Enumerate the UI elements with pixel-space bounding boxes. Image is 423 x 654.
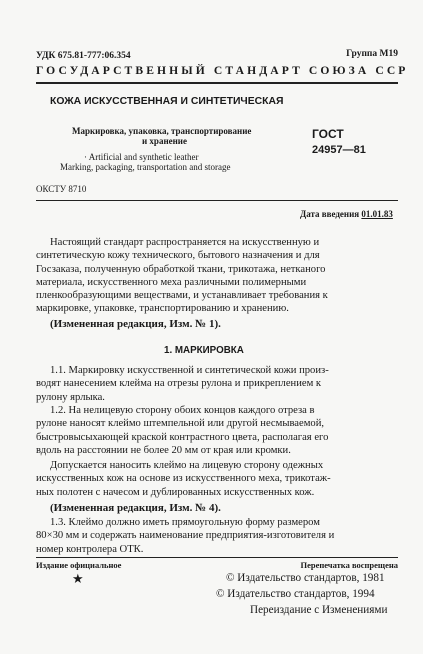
gost-label: ГОСТ [312, 127, 344, 141]
intro-line: Настоящий стандарт распространяется на искусственную и [50, 237, 320, 248]
intro-date-value: 01.01.83 [361, 209, 393, 219]
intro-date-label: Дата введения [300, 209, 360, 219]
group-code: Группа М19 [346, 49, 398, 59]
header-rule [36, 82, 398, 84]
clause-1-2-extra [36, 459, 398, 499]
intro-paragraph [36, 236, 398, 316]
official-edition: Издание официальное [36, 560, 122, 570]
okstu-code: ОКСТУ 8710 [36, 184, 87, 194]
clause-line: 80×30 мм и содержать наименование предприятия-изготовителя и [36, 530, 335, 542]
revision-note-1: (Измененная редакция, Изм. № 1). [50, 318, 221, 330]
clause-1-2 [36, 404, 398, 457]
clause-line: 1.2. На нелицевую сторону обоих концов каждого отреза в [50, 405, 315, 416]
intro-line: материала, искусственного меха различными полимерными [36, 276, 307, 288]
reprint-prohibited: Перепечатка воспрещена [300, 560, 398, 570]
udk-code: УДК 675.81-777:06.354 [36, 51, 131, 61]
reissue-note: Переиздание с Изменениями [250, 604, 388, 616]
intro-line: Госзаказа, полученную обработкой ткани, трикотажа, нетканого [36, 263, 326, 275]
clause-1-1 [36, 364, 398, 404]
intro-line: маркировке, упаковке, транспортированию и хранению. [36, 303, 289, 315]
clause-line: 1.3. Клеймо должно иметь прямоугольную форму размером [50, 517, 320, 528]
intro-line: синтетическую кожу технического, бытового назначения и для [36, 250, 320, 262]
document-title-ru: КОЖА ИСКУССТВЕННАЯ И СИНТЕТИЧЕСКАЯ [50, 96, 284, 107]
intro-line: пленкообразующими веществами, и устанавливает требования к [36, 290, 328, 302]
gost-number: 24957—81 [312, 144, 366, 156]
clause-line: 1.1. Маркировку искусственной и синтетической кожи произ- [50, 365, 329, 376]
document-title-en-line-1: · Artificial and synthetic leather [84, 152, 199, 162]
document-subtitle-line-1: Маркировка, упаковка, транспортирование [72, 126, 252, 136]
clause-line: ных полотен с начесом и дублированных искусственных кож. [36, 486, 315, 498]
clause-line: номер контролера ОТК. [36, 543, 144, 555]
clause-line: рулоне наносят клеймо штемпельной или другой несмываемой, [36, 418, 325, 430]
section-heading: 1. МАРКИРОВКА [164, 345, 244, 356]
title-rule [36, 200, 398, 201]
star-icon: ★ [72, 571, 84, 586]
clause-line: вдоль на расстоянии не более 20 мм от края или кромки. [36, 444, 291, 456]
revision-note-4: (Измененная редакция, Изм. № 4). [50, 502, 221, 514]
intro-date [300, 209, 393, 219]
clause-line: быстровысыхающей краской контрастного цвета, располагая его [36, 431, 329, 443]
clause-1-3 [36, 516, 398, 556]
clause-line: искусственных кож на основе из искусственного меха, трикотаж- [36, 473, 331, 485]
clause-line: водят нанесением клейма на отрезы рулона и прикреплением к [36, 378, 322, 390]
clause-line: Допускается наносить клеймо на лицевую сторону одежных [50, 460, 324, 471]
footer-rule [36, 557, 398, 558]
document-title-en-line-2: Marking, packaging, transportation and storage [60, 162, 231, 172]
document-subtitle-line-2: и хранение [142, 136, 187, 146]
standard-title: ГОСУДАРСТВЕННЫЙ СТАНДАРТ СОЮЗА ССР [36, 64, 409, 77]
clause-line: рулону ярлыка. [36, 391, 105, 403]
copyright-1994: © Издательство стандартов, 1994 [216, 588, 375, 600]
copyright-1981: © Издательство стандартов, 1981 [226, 572, 385, 584]
